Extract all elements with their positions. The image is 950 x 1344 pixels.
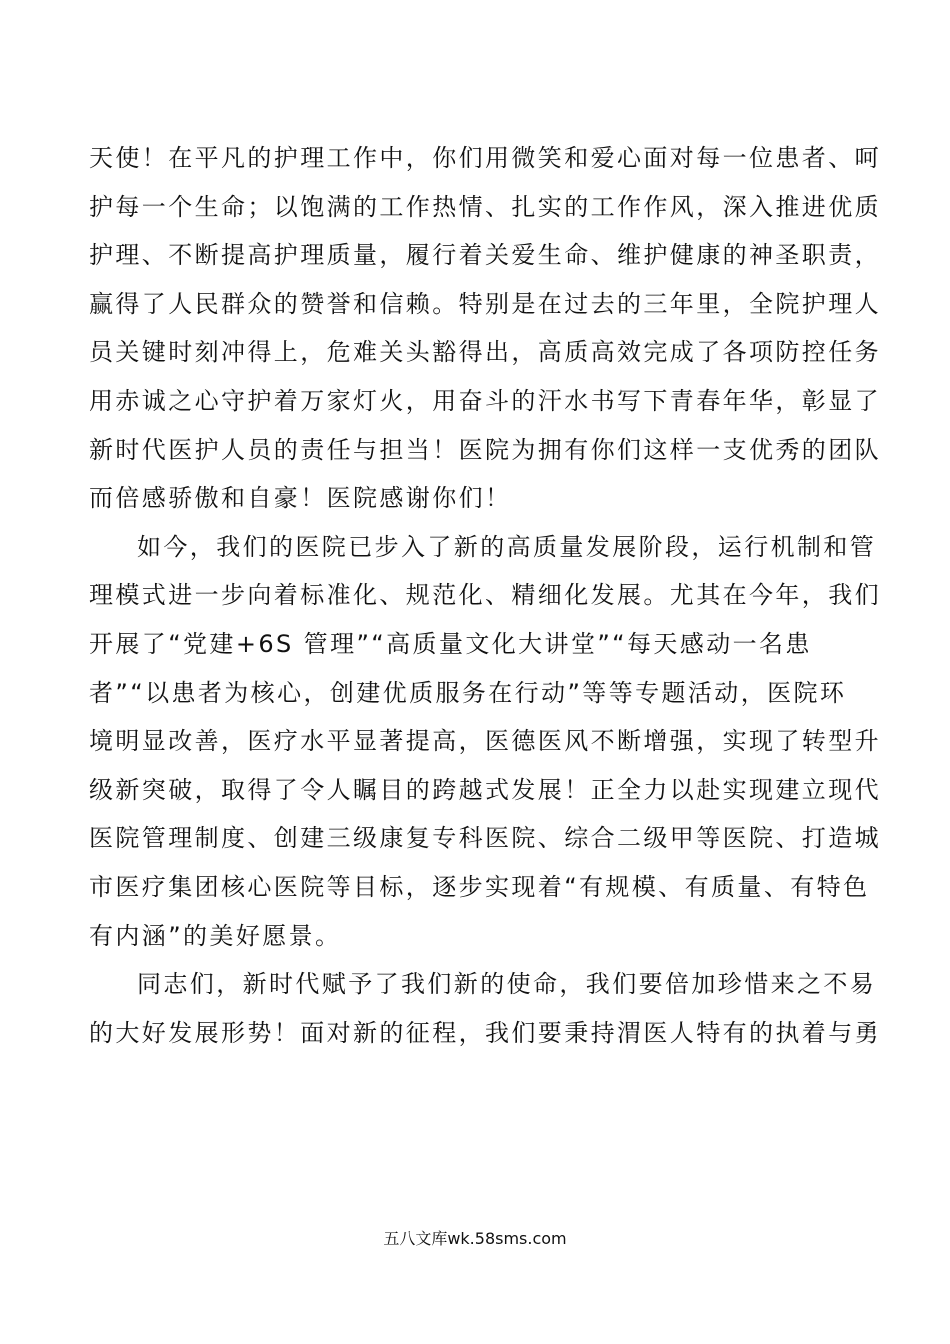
text-line: 者”“以患者为核心，创建优质服务在行动”等等专题活动，医院环 xyxy=(89,678,847,707)
text-line: 新时代医护人员的责任与担当！医院为拥有你们这样一支优秀的团队 xyxy=(89,435,881,464)
paragraph-2 xyxy=(89,523,881,960)
text-line: 而倍感骄傲和自豪！医院感谢你们！ xyxy=(89,484,512,513)
text-line: 天使！在平凡的护理工作中，你们用微笑和爱心面对每一位患者、呵 xyxy=(89,144,881,172)
text-line: 理模式进一步向着标准化、规范化、精细化发展。尤其在今年，我们 xyxy=(89,581,881,610)
text-line: 护每一个生命；以饱满的工作热情、扎实的工作作风，深入推进优质 xyxy=(89,192,881,221)
text-line: 开展了“党建+6S 管理”“高质量文化大讲堂”“每天感动一名患 xyxy=(89,629,812,658)
text-line: 如今，我们的医院已步入了新的高质量发展阶段，运行机制和管 xyxy=(137,532,877,561)
text-line: 用赤诚之心守护着万家灯火，用奋斗的汗水书写下青春年华，彰显了 xyxy=(89,386,881,415)
document-body xyxy=(89,134,881,1057)
text-line: 同志们，新时代赋予了我们新的使命，我们要倍加珍惜来之不易 xyxy=(137,970,877,999)
text-line: 员关键时刻冲得上，危难关头豁得出，高质高效完成了各项防控任务 xyxy=(89,338,881,367)
paragraph-3 xyxy=(89,960,881,1057)
text-line: 的大好发展形势！面对新的征程，我们要秉持渭医人特有的执着与勇 xyxy=(89,1018,881,1047)
text-line: 护理、不断提高护理质量，履行着关爱生命、维护健康的神圣职责， xyxy=(89,241,881,270)
text-line: 市医疗集团核心医院等目标，逐步实现着“有规模、有质量、有特色 xyxy=(89,872,870,901)
text-line: 赢得了人民群众的赞誉和信赖。特别是在过去的三年里，全院护理人 xyxy=(89,289,881,318)
footer-watermark: 五八文库wk.58sms.com xyxy=(383,1229,567,1248)
text-line: 境明显改善，医疗水平显著提高，医德医风不断增强，实现了转型升 xyxy=(89,727,881,756)
text-line: 级新突破，取得了令人瞩目的跨越式发展！正全力以赴实现建立现代 xyxy=(89,775,881,804)
text-line: 有内涵”的美好愿景。 xyxy=(89,921,342,950)
text-line: 医院管理制度、创建三级康复专科医院、综合二级甲等医院、打造城 xyxy=(89,824,881,853)
paragraph-1 xyxy=(89,134,881,523)
